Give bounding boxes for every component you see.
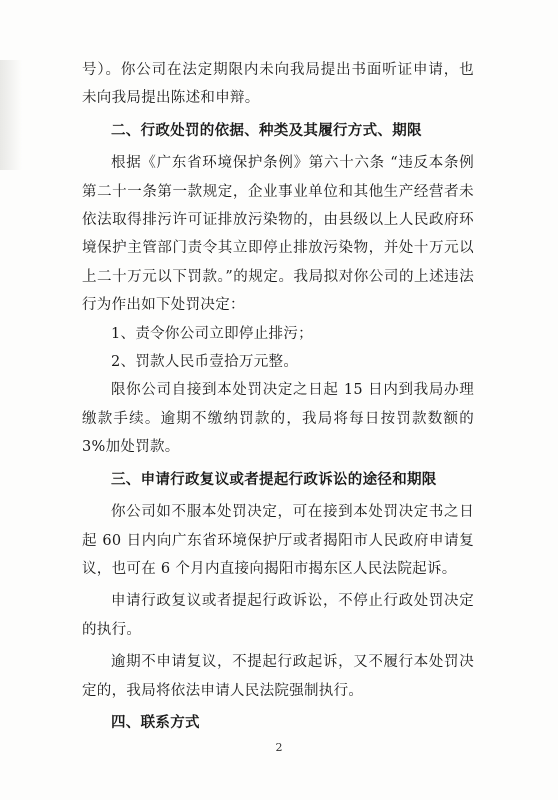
heading-contact: 四、联系方式 [111,713,200,731]
scan-edge-mark [0,60,22,170]
paragraph-hearing-statement: 号）。你公司在法定期限内未向我局提出书面听证申请，也未向我局提出陈述和申辩。 [82,62,474,107]
paragraph-no-suspension: 申请行政复议或者提起行政诉讼，不停止行政处罚决定的执行。 [82,593,474,638]
penalty-item-1: 1、责令你公司立即停止排污； [111,325,313,342]
penalty-item-2: 2、罚款人民币壹拾万元整。 [111,354,299,371]
paragraph-legal-basis: 根据《广东省环境保护条例》第六十六条 “违反本条例第二十一条第一款规定，企业事业单位和其他生产经营者未依法取得排污许可证排放污染物的，由县级以上人民政府环境保护主管部门责令其立即停止排放污染物，并处十万元以上二十万元以下罚款。”的规定。我局拟对你公司的上述违法行为作出如下处罚决定： [82,155,474,314]
paragraph-appeal-rights: 你公司如不服本处罚决定，可在接到本处罚决定书之日起 60 日内向广东省环境保护厅或者揭阳市人民政府申请复议，也可在 6 个月内直接向揭阳市揭东区人民法院起诉。 [82,504,474,577]
document-body [82,56,474,737]
heading-appeal-channels: 三、申请行政复议或者提起行政诉讼的途径和期限 [111,470,437,488]
paragraph-enforcement: 逾期不申请复议，不提起行政起诉，又不履行本处罚决定的，我局将依法申请人民法院强制执行。 [82,654,474,699]
paragraph-payment-deadline: 限你公司自接到本处罚决定之日起 15 日内到我局办理缴款手续。逾期不缴纳罚款的，我局将每日按罚款数额的 3%加处罚款。 [82,382,474,456]
heading-penalty-basis: 二、行政处罚的依据、种类及其履行方式、期限 [111,121,422,139]
page-number: 2 [275,741,283,754]
